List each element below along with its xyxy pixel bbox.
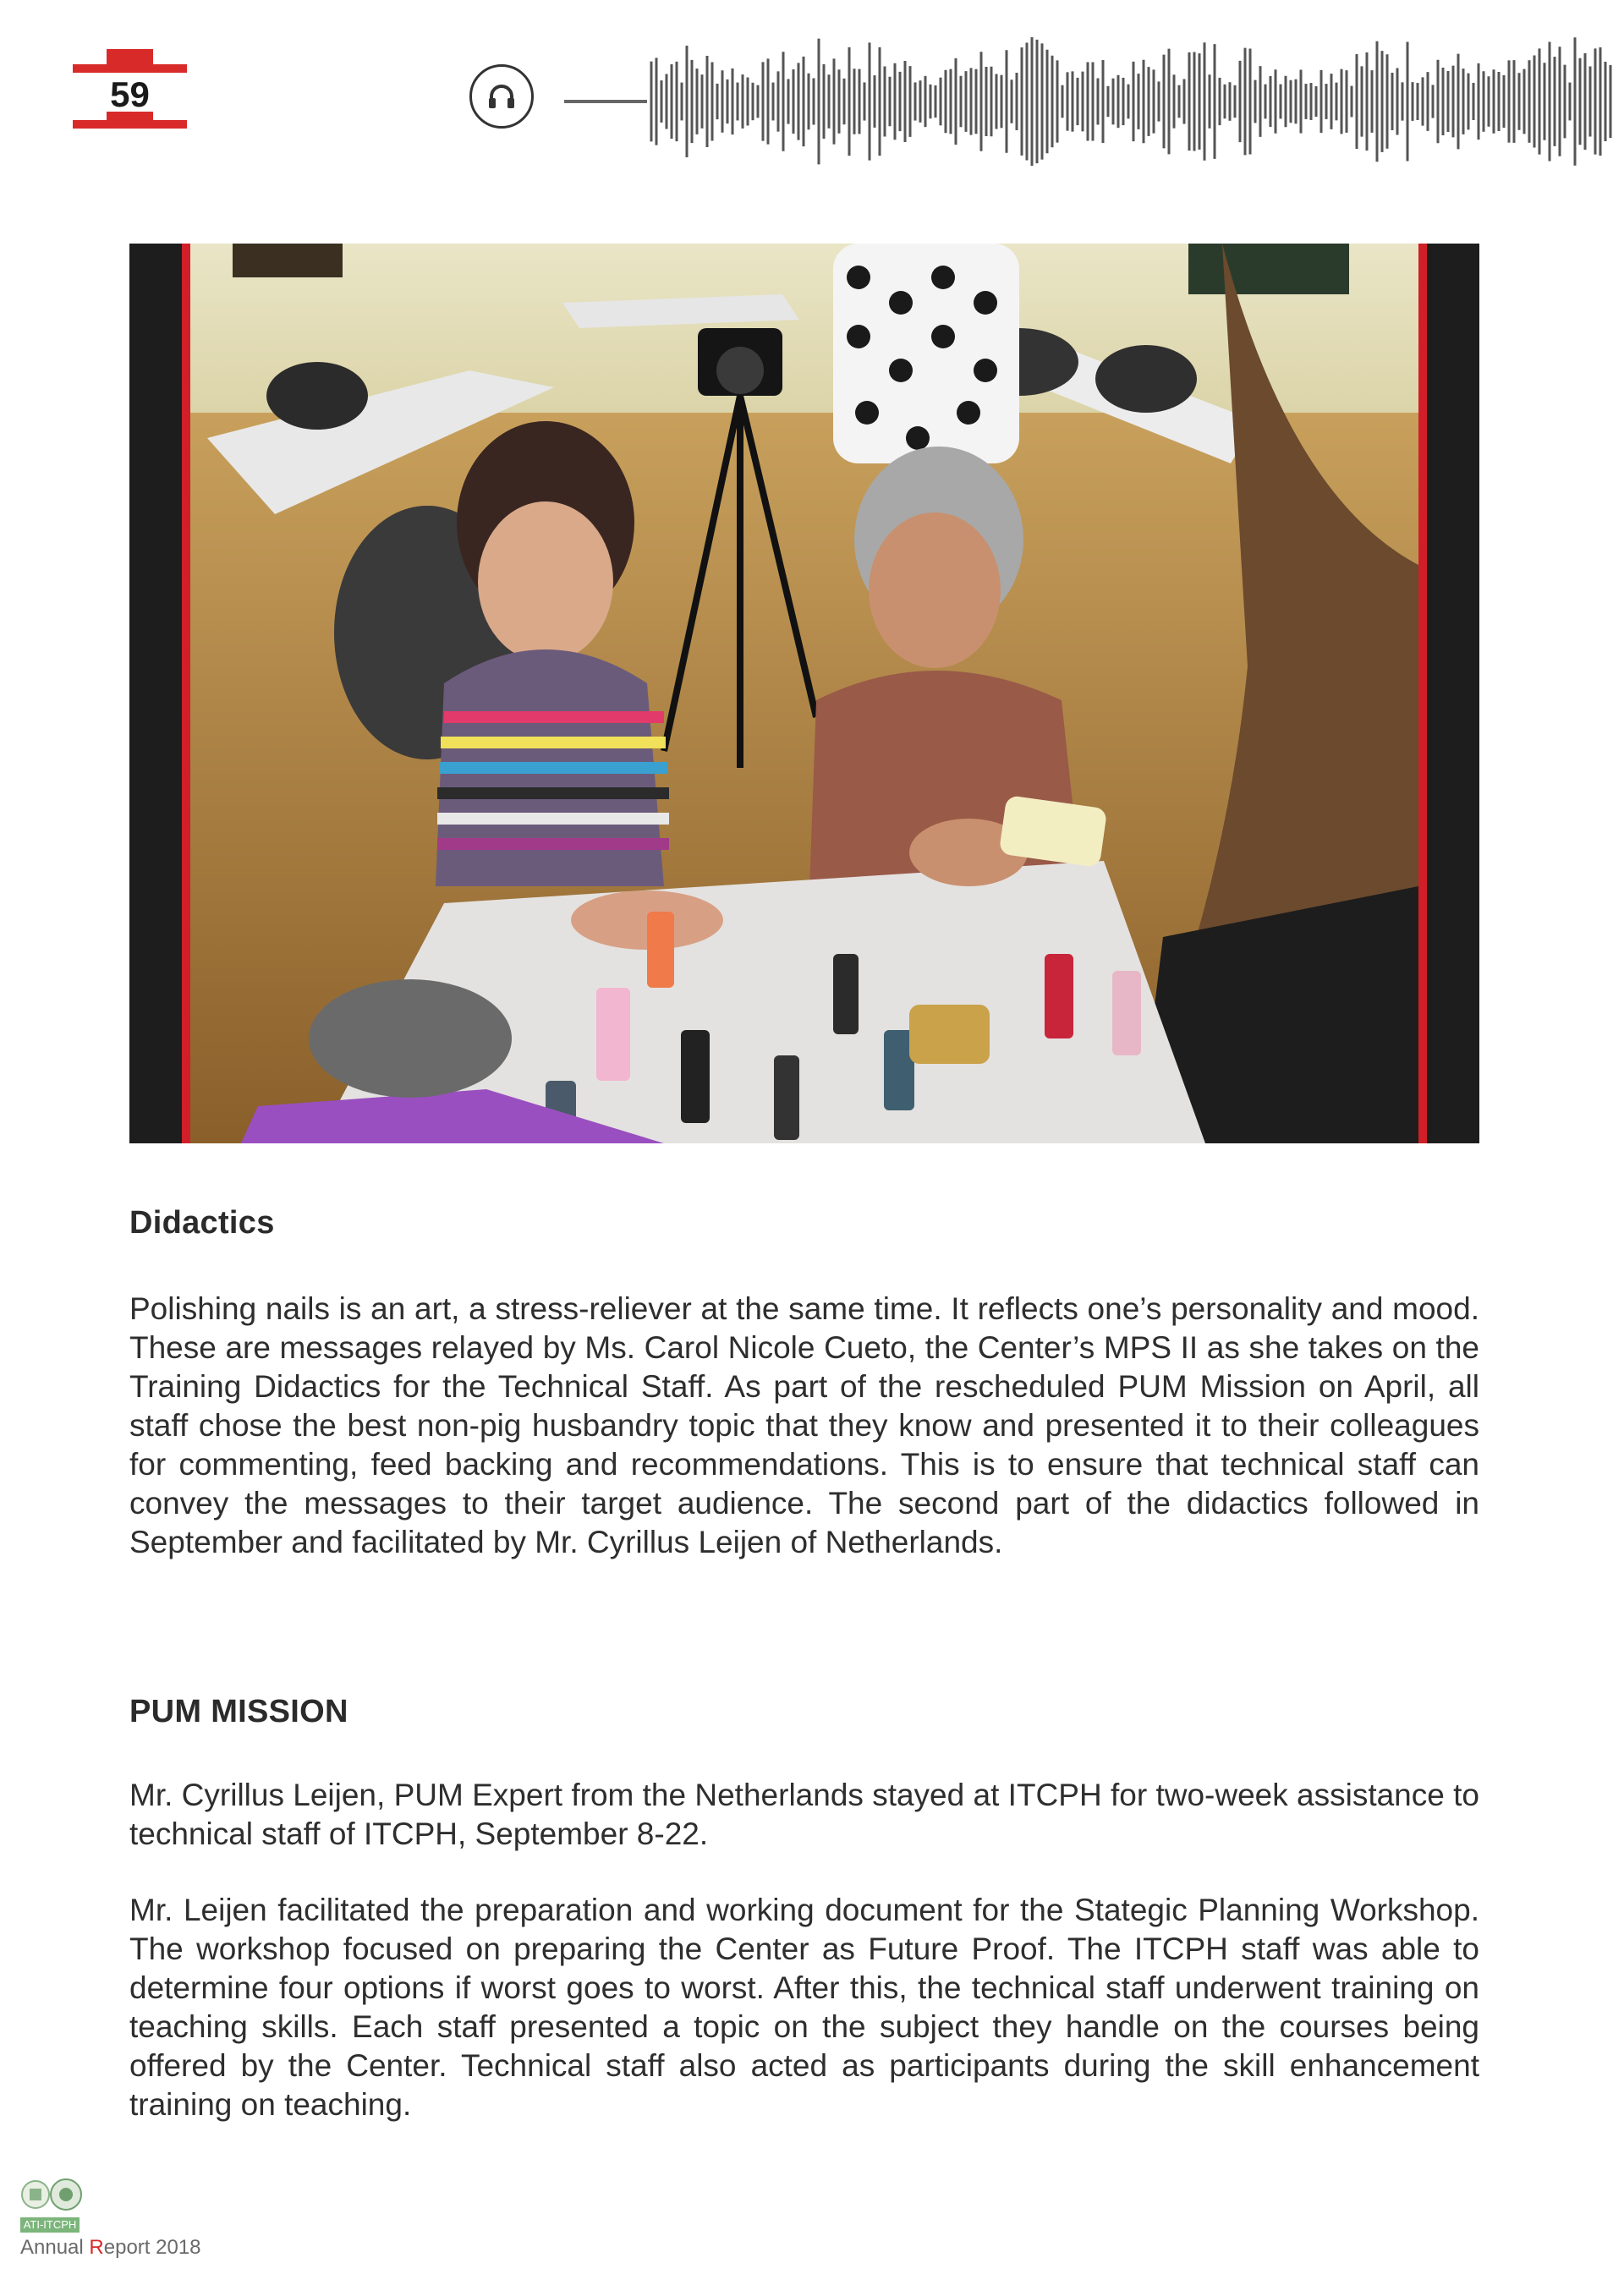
page-number-badge xyxy=(73,47,187,132)
pum-paragraph-1: Mr. Cyrillus Leijen, PUM Expert from the Netherlands stayed at ITCPH for two-week assistance to technical staff of ITCPH, September 8-22. xyxy=(129,1778,1479,1851)
section-heading-didactics: Didactics xyxy=(129,1205,275,1241)
headphones-icon[interactable] xyxy=(469,64,534,129)
event-photo xyxy=(129,244,1479,1143)
didactics-paragraph: Polishing nails is an art, a stress-reliever at the same time. It reflects one’s personality and mood. These are messages relayed by Ms. Carol Nicole Cueto, the Center’s MPS II as she takes on the Training Didactics for the Technical Staff. As part of the rescheduled PUM Mission on April, all staff chose the best non-pig husbandry topic that they know and presented it to their colleagues for commenting, feed backing and recommendations. This is to ensure that technical staff can convey the messages to their target audience. The second part of the didactics followed in September and facilitated by Mr. Cyrillus Leijen of Netherlands. xyxy=(129,1291,1479,1559)
page-number: 59 xyxy=(110,74,150,114)
footer-report-title: Annual Report 2018 xyxy=(20,2236,201,2259)
pum-paragraph-2: Mr. Leijen facilitated the preparation and working document for the Stategic Planning Workshop. The workshop focused on preparing the Center as Future Proof. The ITCPH staff was able to determine four options if worst goes to worst. After this, the technical staff underwent training on teaching skills. Each staff presented a topic on the subject they handle on the courses being offered by the Center. Technical staff also acted as participants during the skill enhancement training on teaching. xyxy=(129,1893,1479,2122)
audio-waveform xyxy=(562,34,1620,169)
footer-badge: ATI-ITCPH xyxy=(20,2217,80,2233)
organization-logos xyxy=(19,2176,86,2213)
section-heading-pum-mission: PUM MISSION xyxy=(129,1694,348,1729)
